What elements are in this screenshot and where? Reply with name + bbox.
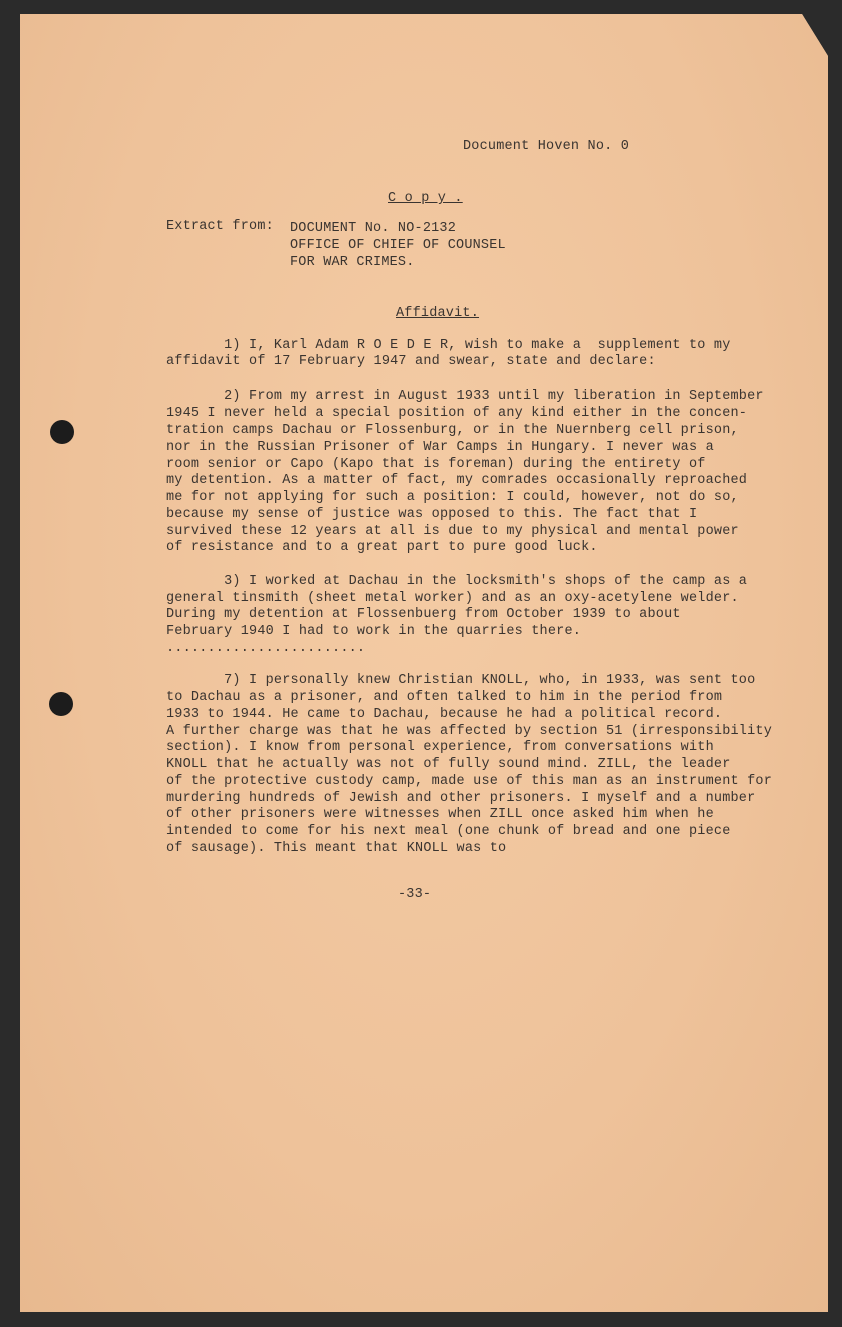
paragraph-line: 1933 to 1944. He came to Dachau, because he had a political record.	[166, 707, 723, 722]
extract-line: FOR WAR CRIMES.	[290, 255, 415, 270]
paragraph-line: me for not applying for such a position: I could, however, not do so,	[166, 490, 739, 505]
ellipsis-line: ........................	[166, 641, 366, 656]
paragraph-line: of sausage). This meant that KNOLL was to	[166, 841, 507, 856]
document-reference: Document Hoven No. 0	[463, 139, 630, 154]
paragraph-line: tration camps Dachau or Flossenburg, or in the Nuernberg cell prison,	[166, 423, 739, 438]
document-page	[20, 14, 828, 1312]
paragraph-line: survived these 12 years at all is due to my physical and mental power	[166, 524, 739, 539]
paragraph-line: 3) I worked at Dachau in the locksmith's shops of the camp as a	[166, 574, 748, 589]
paragraph-line: of other prisoners were witnesses when ZILL once asked him when he	[166, 807, 714, 822]
paragraph-line: 1) I, Karl Adam R O E D E R, wish to make a supplement to my	[166, 338, 731, 353]
paragraph-line: During my detention at Flossenbuerg from October 1939 to about	[166, 607, 681, 622]
punch-hole	[49, 692, 73, 716]
paragraph-line: A further charge was that he was affected by section 51 (irresponsibility	[166, 724, 772, 739]
paragraph-line: KNOLL that he actually was not of fully sound mind. ZILL, the leader	[166, 757, 731, 772]
page-number: -33-	[398, 887, 432, 902]
paragraph-line: 1945 I never held a special position of any kind either in the concen-	[166, 406, 748, 421]
paragraph-line: of resistance and to a great part to pure good luck.	[166, 540, 598, 555]
paragraph-line: February 1940 I had to work in the quarries there.	[166, 624, 582, 639]
paragraph-line: to Dachau as a prisoner, and often talked to him in the period from	[166, 690, 723, 705]
copy-heading: C o p y .	[388, 191, 463, 206]
paragraph-line: general tinsmith (sheet metal worker) and as an oxy-acetylene welder.	[166, 591, 739, 606]
paragraph-line: of the protective custody camp, made use of this man as an instrument for	[166, 774, 772, 789]
paragraph-line: nor in the Russian Prisoner of War Camps in Hungary. I never was a	[166, 440, 714, 455]
paragraph-line: 2) From my arrest in August 1933 until my liberation in September	[166, 389, 764, 404]
paragraph-line: my detention. As a matter of fact, my comrades occasionally reproached	[166, 473, 748, 488]
affidavit-heading: Affidavit.	[396, 306, 480, 321]
punch-hole	[50, 420, 74, 444]
extract-label: Extract from:	[166, 219, 274, 234]
extract-line: OFFICE OF CHIEF OF COUNSEL	[290, 238, 506, 253]
paragraph-line: affidavit of 17 February 1947 and swear, state and declare:	[166, 354, 656, 369]
paragraph-line: intended to come for his next meal (one chunk of bread and one piece	[166, 824, 731, 839]
paragraph-line: murdering hundreds of Jewish and other prisoners. I myself and a number	[166, 791, 756, 806]
paragraph-line: 7) I personally knew Christian KNOLL, who, in 1933, was sent too	[166, 673, 756, 688]
extract-line: DOCUMENT No. NO-2132	[290, 221, 457, 236]
paragraph-line: section). I know from personal experience, from conversations with	[166, 740, 714, 755]
paragraph-line: room senior or Capo (Kapo that is foreman) during the entirety of	[166, 457, 706, 472]
paragraph-line: because my sense of justice was opposed to this. The fact that I	[166, 507, 698, 522]
